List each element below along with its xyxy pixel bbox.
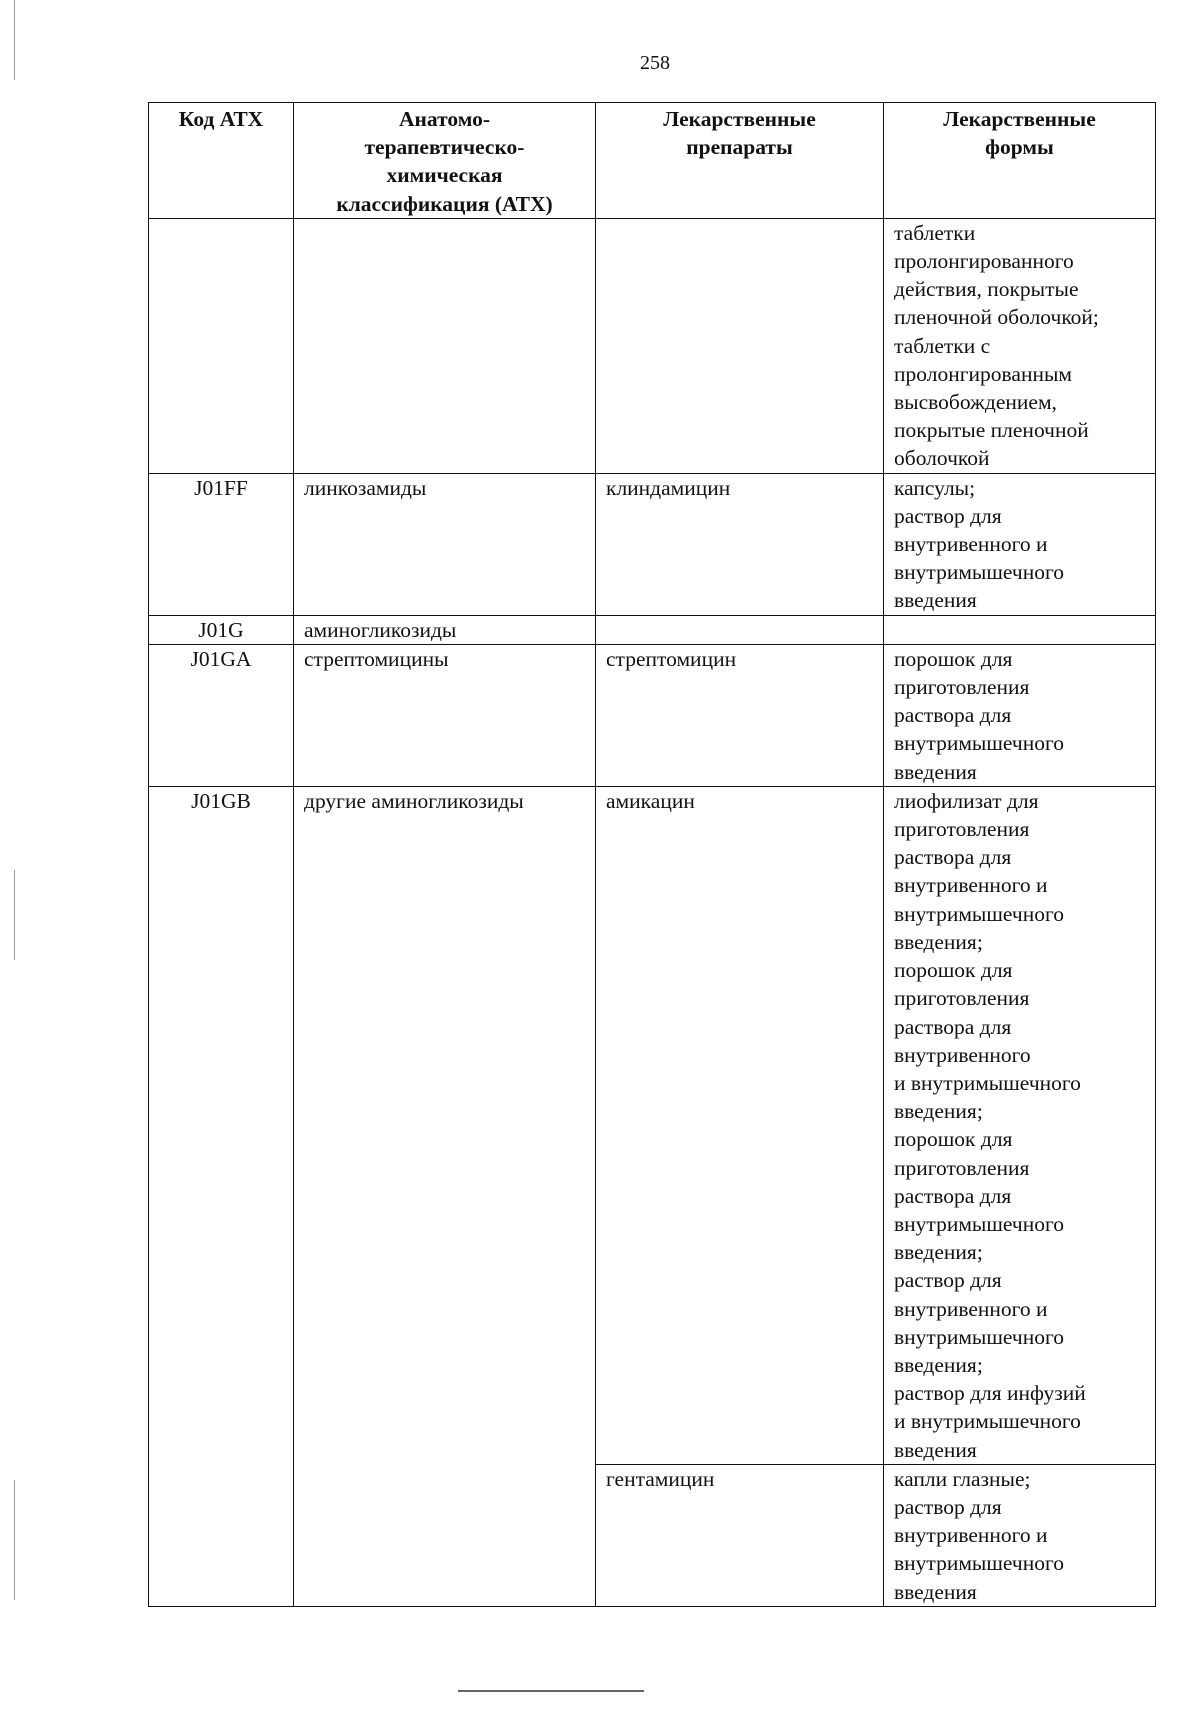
text-line: препараты [686,135,793,160]
text-line: внутримышечного [894,901,1065,926]
table-row [149,473,1156,615]
classification-cell [294,218,596,473]
footnote-rule [458,1690,644,1692]
text-line: порошок для [894,646,1013,671]
drug-cell: гентамицин [596,1464,884,1606]
text-line: раствора для [894,1014,1012,1039]
classification-cell: аминогликозиды [294,615,596,644]
text-line: приготовления [894,675,1030,700]
scan-edge-line [14,870,15,960]
text-line: внутривенного и [894,1296,1048,1321]
text-line: приготовления [894,817,1030,842]
forms-cell [884,644,1156,786]
atx-code-cell: J01GA [149,644,294,786]
table-row [149,786,1156,1464]
text-line: введения; [894,1099,983,1124]
text-line: Код АТХ [178,107,264,131]
text-line: лиофилизат для [894,788,1039,813]
text-line: раствор для [894,1268,1002,1293]
classification-cell: стрептомицины [294,644,596,786]
text-line: внутримышечного [894,1324,1065,1349]
text-line: введения [894,759,977,784]
text-line: пленочной оболочкой; [894,305,1099,330]
text-line: пролонгированным [894,361,1073,386]
text-line: оболочкой [894,446,990,471]
header-classification [294,103,596,219]
scan-edge-line [14,1480,15,1600]
drug-cell: стрептомицин [596,644,884,786]
text-line: Лекарственные [943,107,1096,131]
text-line: химическая [386,163,503,188]
text-line: раствора для [894,845,1012,870]
header-drugs [596,103,884,219]
table-row [149,644,1156,786]
text-line: внутривенного и [894,873,1048,898]
text-line: введения [894,588,977,613]
classification-cell: другие аминогликозиды [294,786,596,1606]
atx-code-cell: J01G [149,615,294,644]
text-line: раствор для инфузий [894,1381,1086,1406]
text-line: раствор для [894,503,1002,528]
text-line: внутривенного [894,1042,1031,1067]
text-line: внутривенного и [894,1523,1048,1548]
forms-cell [884,218,1156,473]
forms-cell [884,786,1156,1464]
drug-cell [596,615,884,644]
text-line: формы [985,135,1054,160]
text-line: приготовления [894,1155,1030,1180]
page-number: 258 [640,52,670,74]
forms-cell [884,473,1156,615]
text-line: капли глазные; [894,1466,1031,1491]
header-code [149,103,294,219]
text-line: порошок для [894,958,1013,983]
classification-cell: линкозамиды [294,473,596,615]
text-line: покрытые пленочной [894,418,1089,443]
text-line: внутривенного и [894,532,1048,557]
text-line: пролонгированного [894,249,1074,274]
drug-cell: клиндамицин [596,473,884,615]
text-line: раствор для [894,1494,1002,1519]
text-line: приготовления [894,986,1030,1011]
atx-table [148,102,1156,1607]
text-line: капсулы; [894,475,976,500]
text-line: введения; [894,1352,983,1377]
forms-cell [884,1464,1156,1606]
text-line: и внутримышечного [894,1070,1081,1095]
drug-cell: амикацин [596,786,884,1464]
text-line: Анатомо- [399,107,490,131]
text-line: введения; [894,929,983,954]
table-row [149,218,1156,473]
text-line: введения [894,1437,977,1462]
text-line: внутримышечного [894,1551,1065,1576]
table-row [149,615,1156,644]
header-forms [884,103,1156,219]
text-line: внутримышечного [894,731,1065,756]
forms-cell [884,615,1156,644]
atx-code-cell [149,218,294,473]
drug-cell [596,218,884,473]
text-line: действия, покрытые [894,277,1079,302]
text-line: раствора для [894,703,1012,728]
text-line: внутримышечного [894,560,1065,585]
text-line: Лекарственные [663,107,816,131]
text-line: терапевтическо- [364,135,525,160]
text-line: классификация (АТХ) [336,191,553,216]
text-line: порошок для [894,1127,1013,1152]
text-line: таблетки [894,220,976,245]
text-line: таблетки с [894,333,991,358]
text-line: высвобождением, [894,390,1057,415]
text-line: внутримышечного [894,1211,1065,1236]
text-line: и внутримышечного [894,1409,1081,1434]
text-line: раствора для [894,1183,1012,1208]
atx-code-cell: J01FF [149,473,294,615]
header-row [149,103,1156,219]
atx-code-cell: J01GB [149,786,294,1606]
text-line: введения; [894,1240,983,1265]
text-line: введения [894,1579,977,1604]
